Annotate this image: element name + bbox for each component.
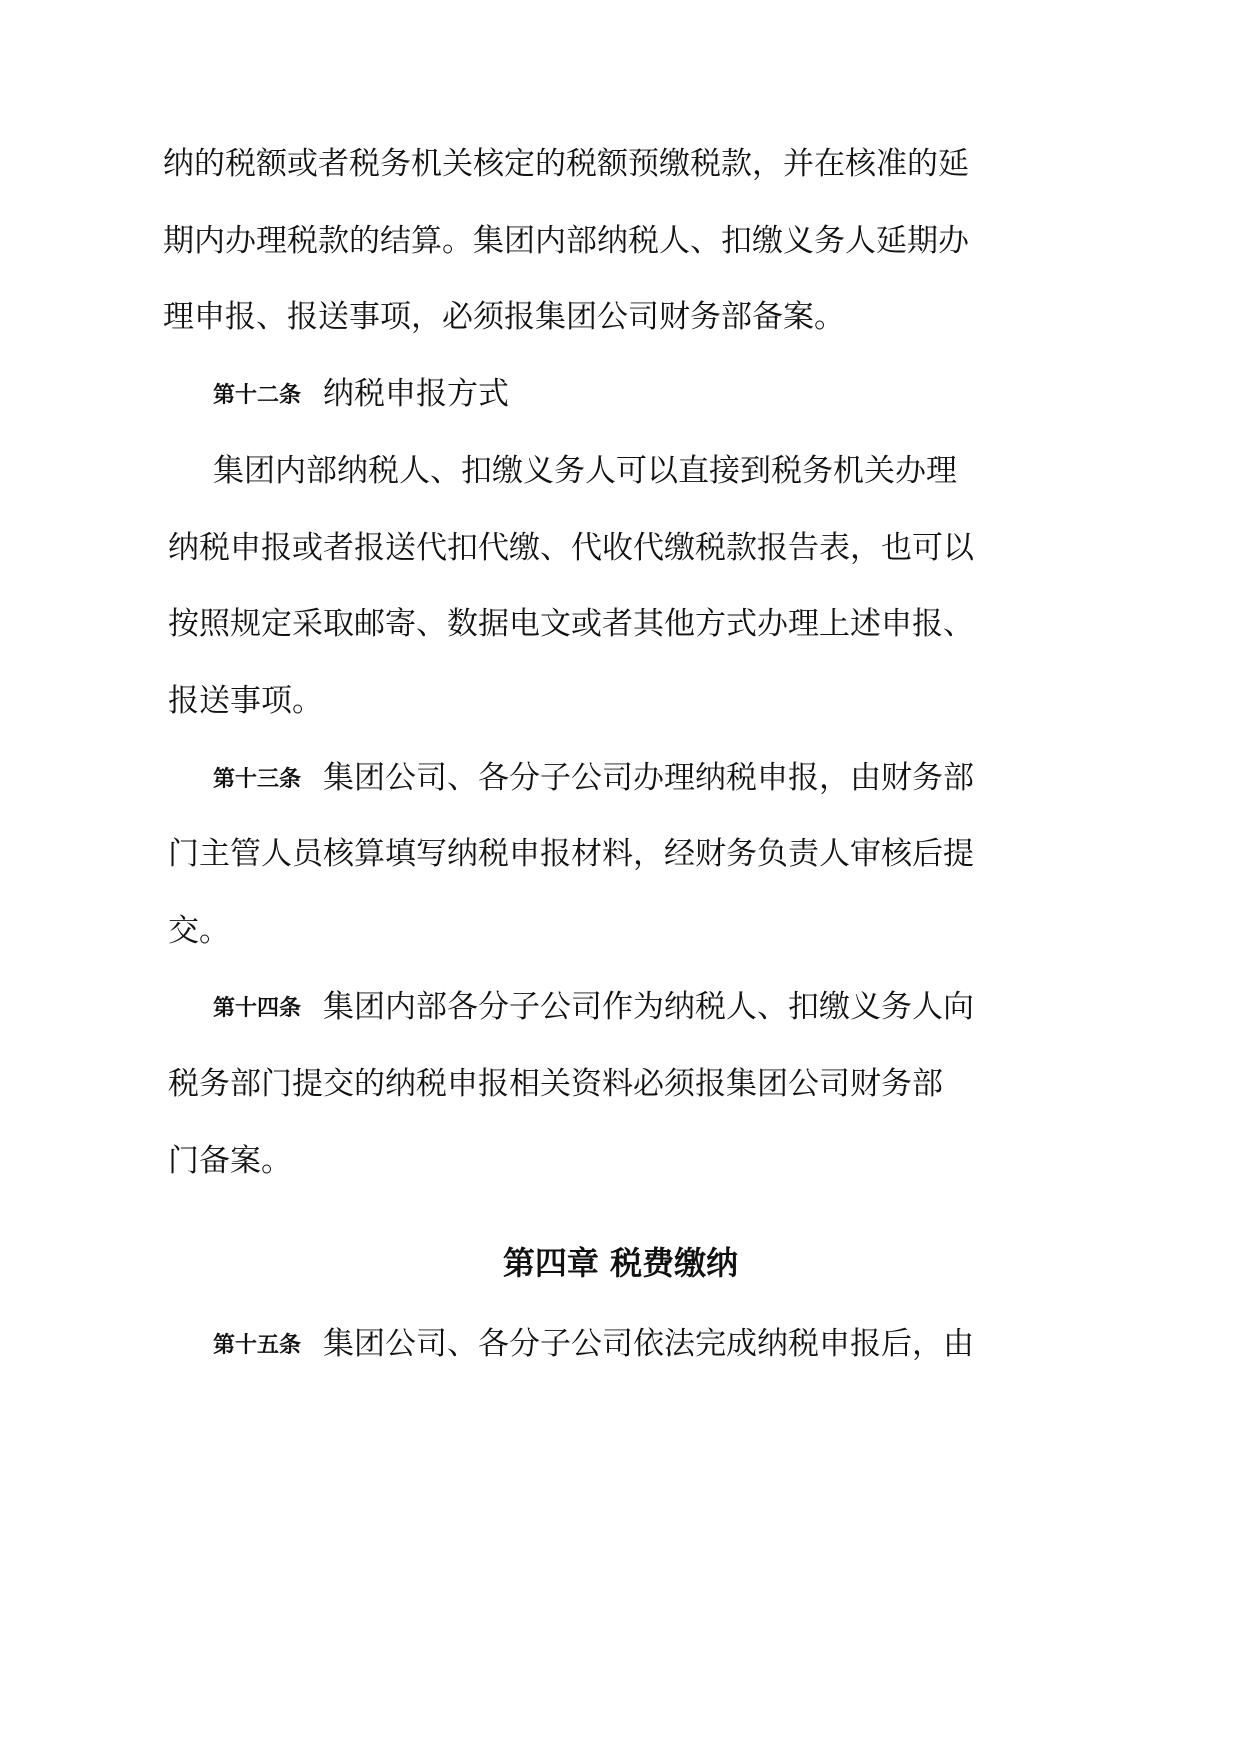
article-number: 第十四条 — [213, 996, 302, 1021]
article-number: 第十三条 — [213, 767, 302, 792]
body-text-line: 集团内部纳税人、扣缴义务人可以直接到税务机关办理 — [213, 453, 957, 489]
body-text-line: 按照规定采取邮寄、数据电文或者其他方式办理上述申报、 — [168, 606, 974, 642]
body-text-line: 门主管人员核算填写纳税申报材料，经财务负责人审核后提 — [168, 836, 974, 872]
body-text-line: 交。 — [168, 913, 230, 949]
article-13-first-line — [213, 758, 974, 798]
article-15-first-line — [213, 1324, 974, 1364]
article-title: 纳税申报方式 — [323, 376, 510, 412]
chapter-heading: 第四章 税费缴纳 — [502, 1244, 739, 1282]
article-12-heading — [213, 374, 509, 414]
article-text: 集团内部各分子公司作为纳税人、扣缴义务人向 — [323, 989, 975, 1025]
article-14-first-line — [213, 987, 974, 1027]
article-text: 集团公司、各分子公司办理纳税申报，由财务部 — [323, 760, 975, 796]
article-number: 第十五条 — [213, 1333, 302, 1358]
body-text-line: 门备案。 — [168, 1143, 292, 1179]
body-text-line: 期内办理税款的结算。集团内部纳税人、扣缴义务人延期办 — [163, 223, 969, 259]
body-text-line: 纳的税额或者税务机关核定的税额预缴税款，并在核准的延 — [163, 146, 969, 182]
article-text: 集团公司、各分子公司依法完成纳税申报后，由 — [323, 1326, 975, 1362]
body-text-line: 税务部门提交的纳税申报相关资料必须报集团公司财务部 — [168, 1066, 943, 1102]
body-text-line: 报送事项。 — [168, 683, 323, 719]
body-text-line: 理申报、报送事项，必须报集团公司财务部备案。 — [163, 299, 845, 335]
article-number: 第十二条 — [213, 383, 302, 408]
body-text-line: 纳税申报或者报送代扣代缴、代收代缴税款报告表，也可以 — [168, 530, 974, 566]
